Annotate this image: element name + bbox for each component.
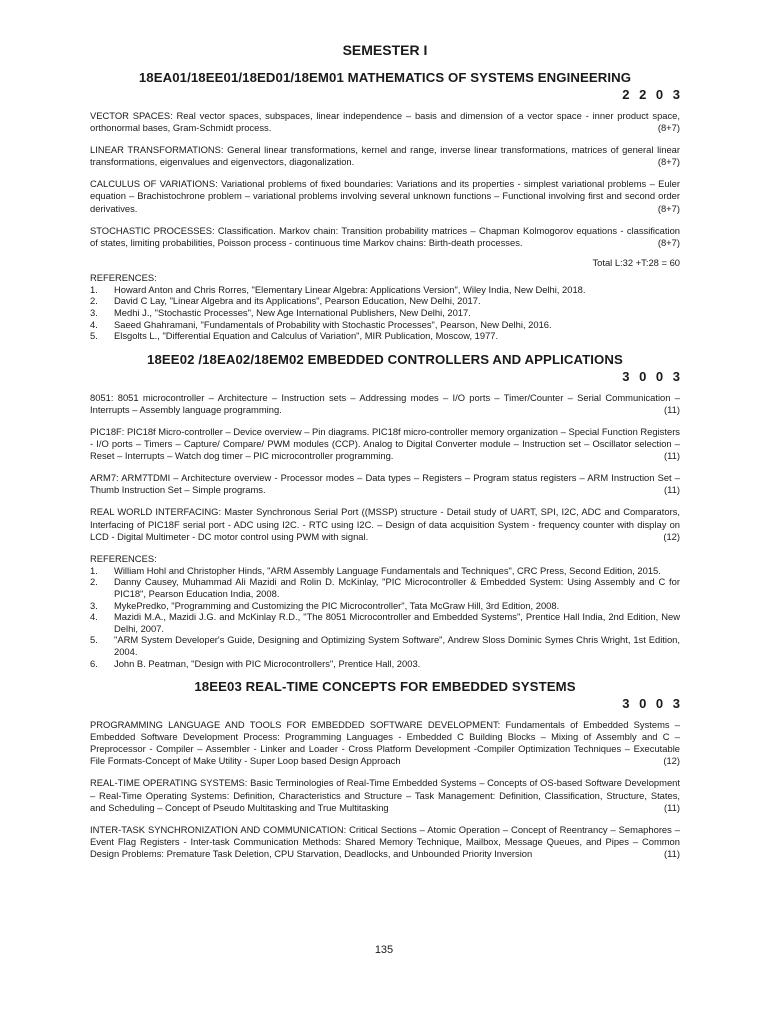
references-list (90, 284, 680, 342)
reference-number: 3. (90, 599, 98, 611)
references-list (90, 565, 680, 669)
unit-paragraph (90, 392, 680, 416)
reference-text: "ARM System Developer's Guide, Designing and Optimizing System Software", Andrew Sloss Dominic Symes Chris Wright, 1st Edition, 2004. (114, 634, 680, 657)
reference-text: Danny Causey, Muhammad Ali Mazidi and Rolin D. McKinlay, "PIC Microcontroller & Embedded System: Using Assembly and C for PIC18", Pearson Education India, 2008. (114, 576, 680, 599)
references-heading: REFERENCES: (90, 271, 157, 283)
unit-hours: (11) (664, 450, 680, 462)
unit-paragraph (90, 506, 680, 542)
unit-paragraph (90, 225, 680, 249)
reference-text: Medhi J., "Stochastic Processes", New Age International Publishers, New Delhi, 2017. (114, 307, 471, 319)
unit-hours: (12) (663, 755, 680, 767)
reference-number: 3. (90, 307, 98, 319)
unit-paragraph (90, 426, 680, 462)
course-section (90, 70, 683, 342)
unit-text: VECTOR SPACES: Real vector spaces, subspaces, linear independence – basis and dimension of a vector space - inner product space, orthonormal bases, Gram-Schmidt process. (90, 110, 680, 134)
page-number: 135 (374, 944, 394, 956)
reference-text: MykePredko, "Programming and Customizing the PIC Microcontroller", Tata McGraw Hill, 3rd Edition, 2008. (114, 599, 560, 611)
reference-item (90, 295, 680, 307)
unit-hours: (11) (664, 484, 680, 496)
course-credits: 3 0 0 3 (622, 696, 683, 712)
reference-item (90, 576, 680, 599)
course-credits: 2 2 0 3 (622, 87, 683, 102)
reference-text: Saeed Ghahramani, "Fundamentals of Probability with Stochastic Processes", Pearson, New Delhi, 2016. (114, 318, 552, 330)
unit-text: INTER-TASK SYNCHRONIZATION AND COMMUNICATION: Critical Sections – Atomic Operation – Concept of Reentrancy – Semaphores – Event Flag Registers - Inter-task Communication Methods: Shared Memory Technique, Mailbox, Message Queues, and Pipes – Common Design Problems: Premature Task Deletion, CPU Starvation, Deadlocks, and Unbounded Priority Inversion (90, 823, 680, 859)
reference-text: William Hohl and Christopher Hinds, "ARM Assembly Language Fundamentals and Techniques", CRC Press, Second Edition, 2015. (114, 564, 661, 576)
unit-paragraph (90, 178, 680, 214)
unit-text: REAL-TIME OPERATING SYSTEMS: Basic Terminologies of Real-Time Embedded Systems – Concepts of OS-based Software Development – Real-Time Operating Systems: Definition, Characteristics and Structure – Task Management: Definition, Classification, Structure, States, and Scheduling – Concept of Pseudo Multitasking and True Multitasking (90, 777, 680, 813)
total-hours: Total L:32 +T:28 = 60 (592, 256, 680, 268)
reference-item (90, 634, 680, 657)
course-section (90, 679, 683, 860)
reference-item (90, 658, 680, 670)
reference-number: 1. (90, 564, 98, 576)
unit-paragraph (90, 144, 680, 168)
unit-text: ARM7: ARM7TDMI – Architecture overview - Processor modes – Data types – Registers – Program status registers – ARM Instruction Set – Thumb Instruction Set – Simple programs. (90, 472, 680, 496)
unit-paragraph (90, 824, 680, 860)
reference-text: Mazidi M.A., Mazidi J.G. and McKinlay R.D., "The 8051 Microcontroller and Embedded Systems", Prentice Hall India, 2nd Edition, New Delhi, 2007. (114, 611, 680, 634)
reference-number: 4. (90, 318, 98, 330)
unit-text: REAL WORLD INTERFACING: Master Synchronous Serial Port ((MSSP) structure - Detail study of UART, SPI, I2C, ADC and Comparators, Interfacing of PIC18F serial port - ADC using I2C. - RTC using I2C. – Design of data acquisition System - frequency counter with display on LCD - Digital Multimeter - DC motor control using PWM with signal. (90, 506, 680, 542)
reference-number: 4. (90, 611, 98, 623)
unit-paragraph (90, 472, 680, 496)
reference-number: 1. (90, 283, 98, 295)
unit-hours: (8+7) (657, 156, 680, 168)
unit-paragraph (90, 110, 680, 134)
course-section (90, 351, 683, 669)
reference-number: 5. (90, 634, 98, 646)
course-credits: 3 0 0 3 (622, 368, 683, 384)
reference-text: Howard Anton and Chris Rorres, "Elementary Linear Algebra: Applications Version", Wiley India, New Delhi, 2018. (114, 283, 586, 295)
unit-text: PIC18F: PIC18f Micro-controller – Device overview – Pin diagrams. PIC18f micro-controller memory organization – Special Function Registers - I/O ports – Timers – Capture/ Compare/ PWM modules (CCP). Analog to Digital Converter module – Instruction set – Oscillator selection – Reset – Interrupts – Watch dog timer – PIC microcontroller programming. (90, 426, 680, 462)
reference-item (90, 565, 680, 577)
unit-text: CALCULUS OF VARIATIONS: Variational problems of fixed boundaries: Variations and its properties - simplest variational problems – Euler equation – Brachistochrone problem – variational problems involving several unknown functions – Functional involving first and second order derivatives. (90, 178, 680, 214)
reference-text: Elsgolts L., "Differential Equation and Calculus of Variation", MIR Publication, Moscow, 1977. (114, 330, 499, 342)
course-title: 18EA01/18EE01/18ED01/18EM01 MATHEMATICS OF SYSTEMS ENGINEERING (138, 70, 632, 85)
course-title: 18EE03 REAL-TIME CONCEPTS FOR EMBEDDED SYSTEMS (194, 679, 576, 695)
unit-text: PROGRAMMING LANGUAGE AND TOOLS FOR EMBEDDED SOFTWARE DEVELOPMENT: Fundamentals of Embedded Systems – Embedded Software Development Process: Programming Languages - Embedded C Building Blocks – Mixing of Assembly and C – Preprocessor - Compiler – Assembler - Linker and Loader - Cross Platform Development -Compiler Optimization Techniques – Executable File Formats-Concept of Make Utility - Super Loop based Design Approach (90, 719, 680, 767)
reference-number: 5. (90, 330, 98, 342)
unit-hours: (11) (664, 403, 680, 415)
references-heading: REFERENCES: (90, 552, 157, 564)
unit-hours: (11) (664, 801, 680, 813)
reference-item (90, 307, 680, 319)
reference-number: 2. (90, 576, 98, 588)
reference-number: 2. (90, 295, 98, 307)
unit-hours: (8+7) (657, 122, 680, 134)
unit-text: STOCHASTIC PROCESSES: Classification. Markov chain: Transition probability matrices – Chapman Kolmogorov equations - classification of states, limiting probabilities, Poisson process - continuous time Markov chains: Birth-death processes. (90, 224, 680, 248)
unit-text: 8051: 8051 microcontroller – Architecture – Instruction sets – Addressing modes – I/O ports – Timer/Counter – Serial Communication – Interrupts – Assembly language programming. (90, 391, 680, 415)
unit-paragraph (90, 777, 680, 813)
semester-heading: SEMESTER I (342, 42, 428, 58)
unit-hours: (8+7) (657, 202, 680, 214)
reference-item (90, 319, 680, 331)
unit-hours: (12) (663, 530, 680, 542)
reference-item (90, 330, 680, 342)
unit-hours: (11) (664, 847, 680, 859)
reference-text: David C Lay, "Linear Algebra and its Applications", Pearson Education, New Delhi, 2017. (114, 295, 481, 307)
reference-item (90, 284, 680, 296)
unit-text: LINEAR TRANSFORMATIONS: General linear transformations, kernel and range, inverse linear transformations, matrices of general linear transformations, eigenvalues and eigenvectors, diagonalization. (90, 144, 680, 168)
reference-number: 6. (90, 657, 98, 669)
unit-hours: (8+7) (657, 236, 680, 248)
reference-item (90, 611, 680, 634)
course-title: 18EE02 /18EA02/18EM02 EMBEDDED CONTROLLERS AND APPLICATIONS (147, 351, 623, 367)
reference-text: John B. Peatman, "Design with PIC Microcontrollers", Prentice Hall, 2003. (114, 657, 421, 669)
reference-item (90, 600, 680, 612)
unit-paragraph (90, 719, 680, 767)
